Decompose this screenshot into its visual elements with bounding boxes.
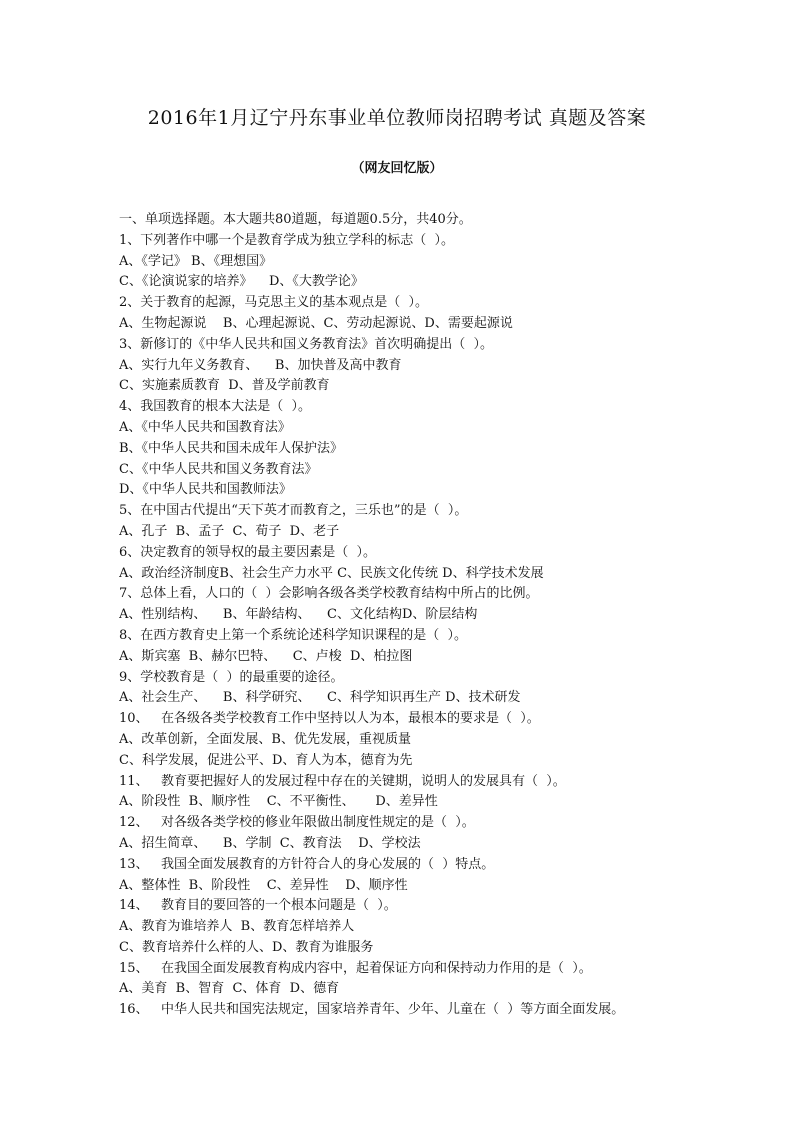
text-line: 16、 中华人民共和国宪法规定，国家培养青年、少年、儿童在（ ）等方面全面发展。 [119, 1002, 625, 1018]
text-line: A、整体性 B、阶段性 C、差异性 D、顺序性 [119, 877, 408, 893]
text-line: 5、在中国古代提出“天下英才而教育之，三乐也”的是（ ）。 [119, 503, 468, 519]
text-line: 12、 对各级各类学校的修业年限做出制度性规定的是（ ）。 [119, 815, 475, 831]
text-line: B、《中华人民共和国未成年人保护法》 [119, 440, 344, 456]
question-list [119, 210, 679, 1021]
text-line: A、美育 B、智育 C、体育 D、德育 [119, 981, 340, 997]
text-line: 3、新修订的《中华人民共和国义务教育法》首次明确提出（ ）。 [119, 336, 494, 352]
text-line: 1、下列著作中哪一个是教育学成为独立学科的标志（ ）。 [119, 232, 455, 248]
text-line: 4、我国教育的根本大法是（ ）。 [119, 399, 312, 415]
text-line: A、实行九年义务教育、 B、加快普及高中教育 [119, 357, 402, 373]
text-line: 8、在西方教育史上第一个系统论述科学知识课程的是（ ）。 [119, 627, 468, 643]
text-line: A、孔子 B、孟子 C、荀子 D、老子 [119, 523, 340, 539]
text-line: C、实施素质教育 D、普及学前教育 [119, 378, 330, 394]
text-line: 11、 教育要把握好人的发展过程中存在的关键期，说明人的发展具有（ ）。 [119, 773, 566, 789]
text-line: A、改革创新，全面发展、B、优先发展，重视质量 [119, 731, 411, 747]
text-line: A、社会生产、 B、科学研究、 C、科学知识再生产 D、技术研发 [119, 690, 521, 706]
text-line: A、《学记》 B、《理想国》 [119, 253, 273, 269]
text-line: A、政治经济制度B、社会生产力水平 C、民族文化传统 D、科学技术发展 [119, 565, 544, 581]
text-line: A、《中华人民共和国教育法》 [119, 419, 291, 435]
text-line: 一、单项选择题。本大题共80道题，每道题0.5分，共40分。 [119, 212, 472, 227]
text-line: D、《中华人民共和国教师法》 [119, 482, 292, 498]
text-line: 9、学校教育是（ ）的最重要的途径。 [119, 669, 344, 685]
text-line: A、招生简章、 B、学制 C、教育法 D、学校法 [119, 835, 421, 851]
text-line: A、斯宾塞 B、赫尔巴特、 C、卢梭 D、柏拉图 [119, 648, 413, 664]
document-title: 2016年1月辽宁丹东事业单位教师岗招聘考试 真题及答案 [147, 107, 647, 129]
text-line: C、教育培养什么样的人、D、教育为谁服务 [119, 939, 374, 955]
text-line: A、教育为谁培养人 B、教育怎样培养人 [119, 919, 355, 935]
text-line: 10、 在各级各类学校教育工作中坚持以人为本，最根本的要求是（ ）。 [119, 711, 540, 727]
text-line: 7、总体上看，人口的（ ）会影响各级各类学校教育结构中所占的比例。 [119, 586, 539, 602]
text-line: 15、 在我国全面发展教育构成内容中，起着保证方向和保持动力作用的是（ ）。 [119, 960, 592, 976]
document-subtitle: （网友回忆版） [351, 161, 443, 176]
text-line: 14、 教育目的要回答的一个根本问题是（ ）。 [119, 898, 397, 914]
text-line: 13、 我国全面发展教育的方针符合人的身心发展的（ ）特点。 [119, 856, 495, 872]
text-line: C、科学发展，促进公平、D、育人为本，德育为先 [119, 752, 413, 768]
text-line: 6、决定教育的领导权的最主要因素是（ ）。 [119, 544, 377, 560]
text-line: 2、关于教育的起源，马克思主义的基本观点是（ ）。 [119, 295, 429, 311]
text-line: A、性别结构、 B、年龄结构、 C、文化结构D、阶层结构 [119, 607, 478, 623]
text-line: C、《中华人民共和国义务教育法》 [119, 461, 318, 477]
text-line: A、阶段性 B、顺序性 C、不平衡性、 D、差异性 [119, 794, 438, 810]
text-line: C、《论演说家的培养》 D、《大教学论》 [119, 274, 364, 290]
text-line: A、生物起源说 B、心理起源说、C、劳动起源说、D、需要起源说 [119, 315, 513, 331]
